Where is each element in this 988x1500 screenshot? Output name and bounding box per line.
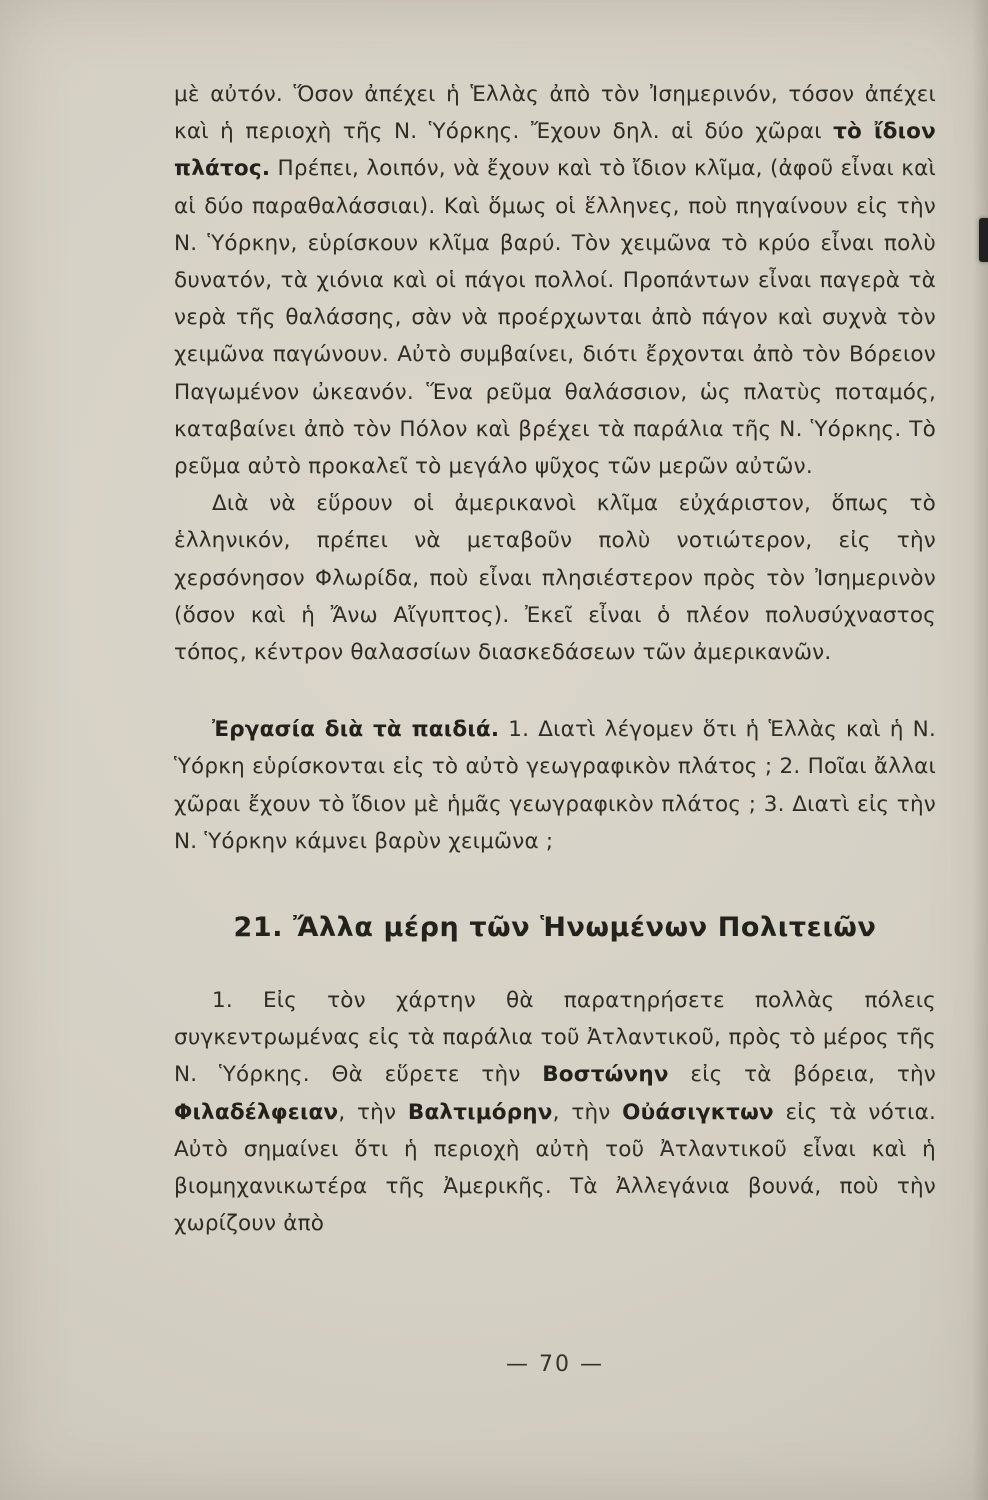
paragraph: [174, 76, 936, 485]
scan-edge-mark: [979, 218, 988, 262]
bold-text-run: Ἐργασία διὰ τὰ παιδιά.: [212, 717, 500, 743]
section-heading: 21. Ἄλλα μέρη τῶν Ἡνωμένων Πολιτειῶν: [233, 912, 877, 944]
text-run: 1. Διατὶ λέγομεν ὅτι ἡ Ἑλλὰς καὶ ἡ Ν. Ὑόρκη εὑρίσκονται εἰς τὸ αὐτὸ γεωγραφικὸν πλάτος ; 2. Ποῖαι ἄλλαι χῶραι ἔχουν τὸ ἴδιον μὲ ἡμᾶς γεωγραφικὸν πλάτος ; 3. Διατὶ εἰς τὴν Ν. Ὑόρκην κάμνει βαρὺν χειμῶνα ;: [174, 717, 936, 854]
bold-text-run: τὸ ἴδιον πλάτος.: [174, 119, 936, 182]
text-run: εἰς τὰ νότια. Αὐτὸ σημαίνει ὅτι ἡ περιοχὴ αὐτὴ τοῦ Ἀτλαντικοῦ εἶναι καὶ ἡ βιομηχανικωτέρα τῆς Ἀμερικῆς. Τὰ Ἀλλεγάνια βουνά, ποὺ τὴν χωρίζουν ἀπὸ: [174, 1099, 936, 1237]
text-run: , τὴν: [338, 1099, 408, 1125]
paragraph: [174, 711, 936, 860]
text-run: Διὰ νὰ εὕρουν οἱ ἀμερικανοὶ κλῖμα εὐχάριστον, ὅπως τὸ ἑλληνικόν, πρέπει νὰ μεταβοῦν πολὺ νοτιώτερον, εἰς τὴν χερσόνησον Φλωρίδα, ποὺ εἶναι πλησιέστερον πρὸς τὸν Ἰσημερινὸν (ὅσον καὶ ἡ Ἄνω Αἴγυπτος). Ἐκεῖ εἶναι ὁ πλέον πολυσύχναστος τόπος, κέντρον θαλασσίων διασκεδάσεων τῶν ἀμερικανῶν.: [174, 491, 936, 666]
bold-text-run: Οὐάσιγκτων: [622, 1099, 774, 1125]
text-run: , τὴν: [552, 1099, 623, 1125]
bold-text-run: Φιλαδέλφειαν: [174, 1099, 339, 1125]
text-run: Πρέπει, λοιπόν, νὰ ἔχουν καὶ τὸ ἴδιον κλῖμα, (ἀφοῦ εἶναι καὶ αἱ δύο παραθαλάσσιαι). Καὶ ὅμως οἱ ἕλληνες, ποὺ πηγαίνουν εἰς τὴν Ν. Ὑόρκην, εὑρίσκουν κλῖμα βαρύ. Τὸν χειμῶνα τὸ κρύο εἶναι πολὺ δυνατόν, τὰ χιόνια καὶ οἱ πάγοι πολλοί. Προπάντων εἶναι παγερὰ τὰ νερὰ τῆς θαλάσσης, σὰν νὰ προέρχωνται ἀπὸ πάγον καὶ συχνὰ τὸν χειμῶνα παγώνουν. Αὐτὸ συμβαίνει, διότι ἔρχονται ἀπὸ τὸν Βόρειον Παγωμένον ὠκεανόν. Ἕνα ρεῦμα θαλάσσιον, ὡς πλατὺς ποταμός, καταβαίνει ἀπὸ τὸν Πόλον καὶ βρέχει τὰ παράλια τῆς Ν. Ὑόρκης. Τὸ ρεῦμα αὐτὸ προκαλεῖ τὸ μεγάλο ψῦχος τῶν μερῶν αὐτῶν.: [174, 156, 936, 480]
text-run: εἰς τὰ βόρεια, τὴν: [668, 1062, 937, 1088]
paragraph: [174, 485, 936, 671]
paragraph: [174, 982, 936, 1242]
page-text: [174, 76, 936, 1242]
text-run: μὲ αὐτόν. Ὅσον ἀπέχει ἡ Ἑλλὰς ἀπὸ τὸν Ἰσημερινόν, τόσον ἀπέχει καὶ ἡ περιοχὴ τῆς Ν. Ὑόρκης. Ἔχουν δηλ. αἱ δύο χῶραι: [174, 82, 936, 145]
bold-text-run: Βοστώνην: [542, 1062, 669, 1088]
page-number: — 70 —: [506, 1352, 604, 1377]
text-run: 1. Εἰς τὸν χάρτην θὰ παρατηρήσετε πολλὰς πόλεις συγκεντρωμένας εἰς τὰ παράλια τοῦ Ἀτλαντικοῦ, πρὸς τὸ μέρος τῆς Ν. Ὑόρκης. Θὰ εὕρετε τὴν: [174, 988, 936, 1088]
bold-text-run: Βαλτιμόρην: [407, 1099, 553, 1125]
